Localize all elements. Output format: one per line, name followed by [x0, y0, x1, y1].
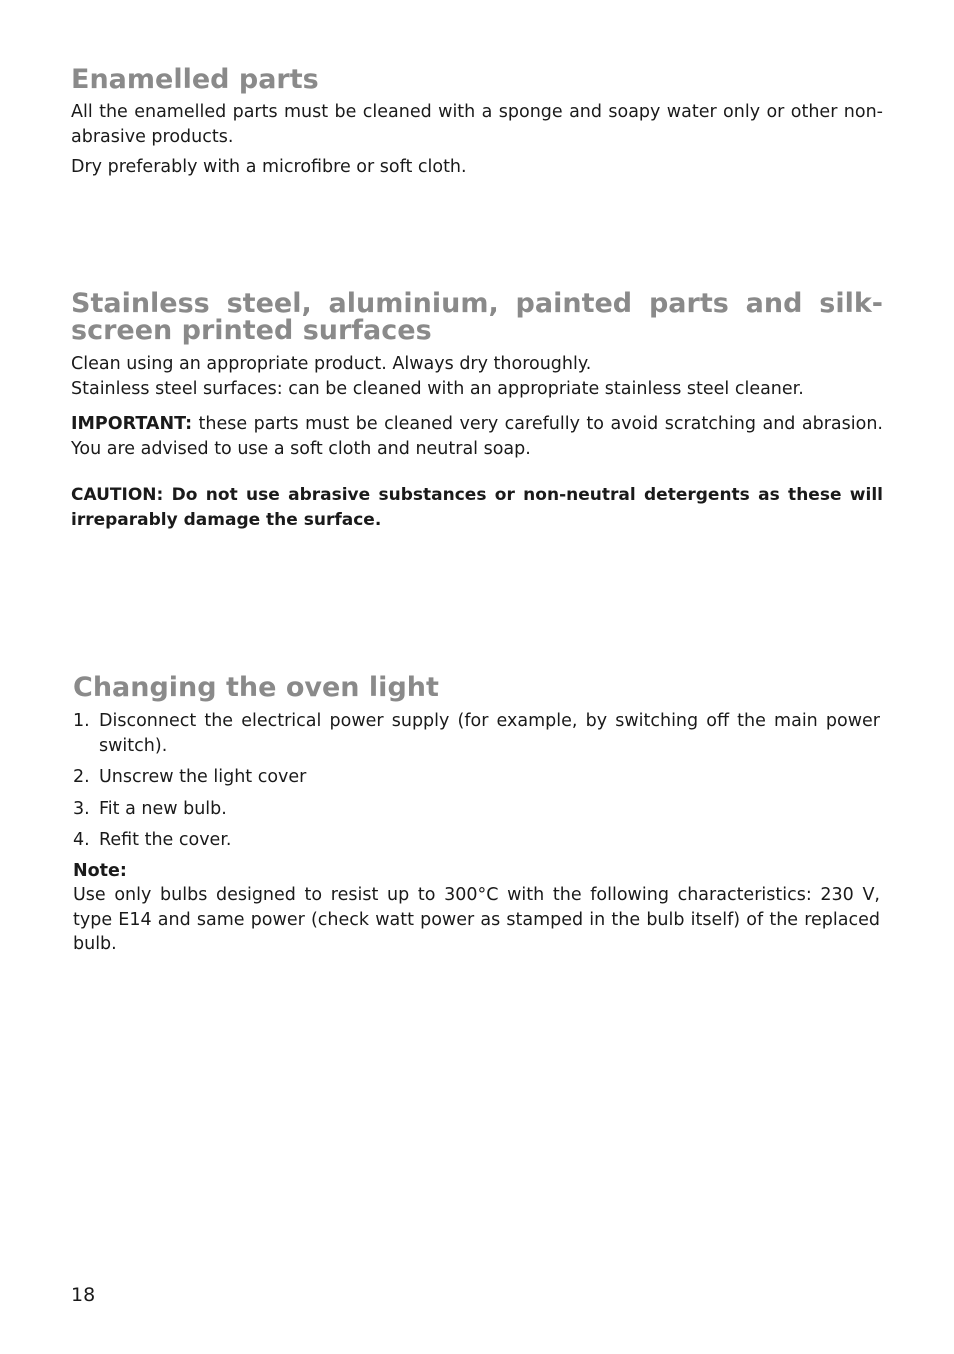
heading-enamelled-parts: Enamelled parts: [71, 64, 319, 95]
step-number: 3.: [73, 798, 90, 819]
list-item: [73, 765, 880, 790]
important-label: IMPORTANT:: [71, 414, 193, 434]
important-text: these parts must be cleaned very carefully to avoid scratching and abrasion. You are advised to use a soft cloth and neutral soap.: [71, 414, 883, 459]
enamelled-paragraph-1: All the enamelled parts must be cleaned with a sponge and soapy water only or other non-abrasive products.: [71, 102, 883, 147]
enamelled-paragraph-2: Dry preferably with a microfibre or soft cloth.: [71, 157, 467, 177]
heading-stainless-steel-line-1: Stainless steel, aluminium, painted parts and silk-: [71, 288, 883, 319]
oven-light-steps-list: [73, 709, 880, 853]
section-stainless-steel: [71, 290, 883, 532]
note-text: Use only bulbs designed to resist up to 300°C with the following characteristics: 230 V, type E14 and same power (check watt power as stamped in the bulb itself) of the replaced bulb.: [73, 885, 880, 954]
important-paragraph: [71, 412, 883, 461]
step-text: Unscrew the light cover: [99, 767, 307, 787]
step-number: 2.: [73, 767, 90, 787]
heading-stainless-steel: [71, 290, 883, 344]
step-number: 1.: [73, 711, 90, 731]
list-item: [73, 797, 880, 822]
page-number: 18: [71, 1284, 96, 1306]
step-text: Refit the cover.: [99, 830, 232, 850]
note-title: Note:: [73, 860, 127, 881]
heading-changing-oven-light: Changing the oven light: [73, 672, 439, 703]
section-changing-oven-light: [73, 674, 880, 957]
steel-clean-line: Clean using an appropriate product. Always dry thoroughly.: [71, 354, 592, 374]
section-enamelled-parts: [71, 66, 883, 180]
step-number: 4.: [73, 830, 90, 850]
step-text: Disconnect the electrical power supply (for example, by switching off the main power switch).: [99, 711, 880, 756]
heading-stainless-steel-line-2: screen printed surfaces: [71, 315, 432, 346]
step-text: Fit a new bulb.: [99, 798, 227, 819]
caution-paragraph: CAUTION: Do not use abrasive substances or non-neutral detergents as these will irreparably damage the surface.: [71, 485, 883, 530]
steel-surfaces-line: Stainless steel surfaces: can be cleaned with an appropriate stainless steel cleaner.: [71, 378, 804, 399]
list-item: [73, 828, 880, 853]
list-item: [73, 709, 880, 758]
